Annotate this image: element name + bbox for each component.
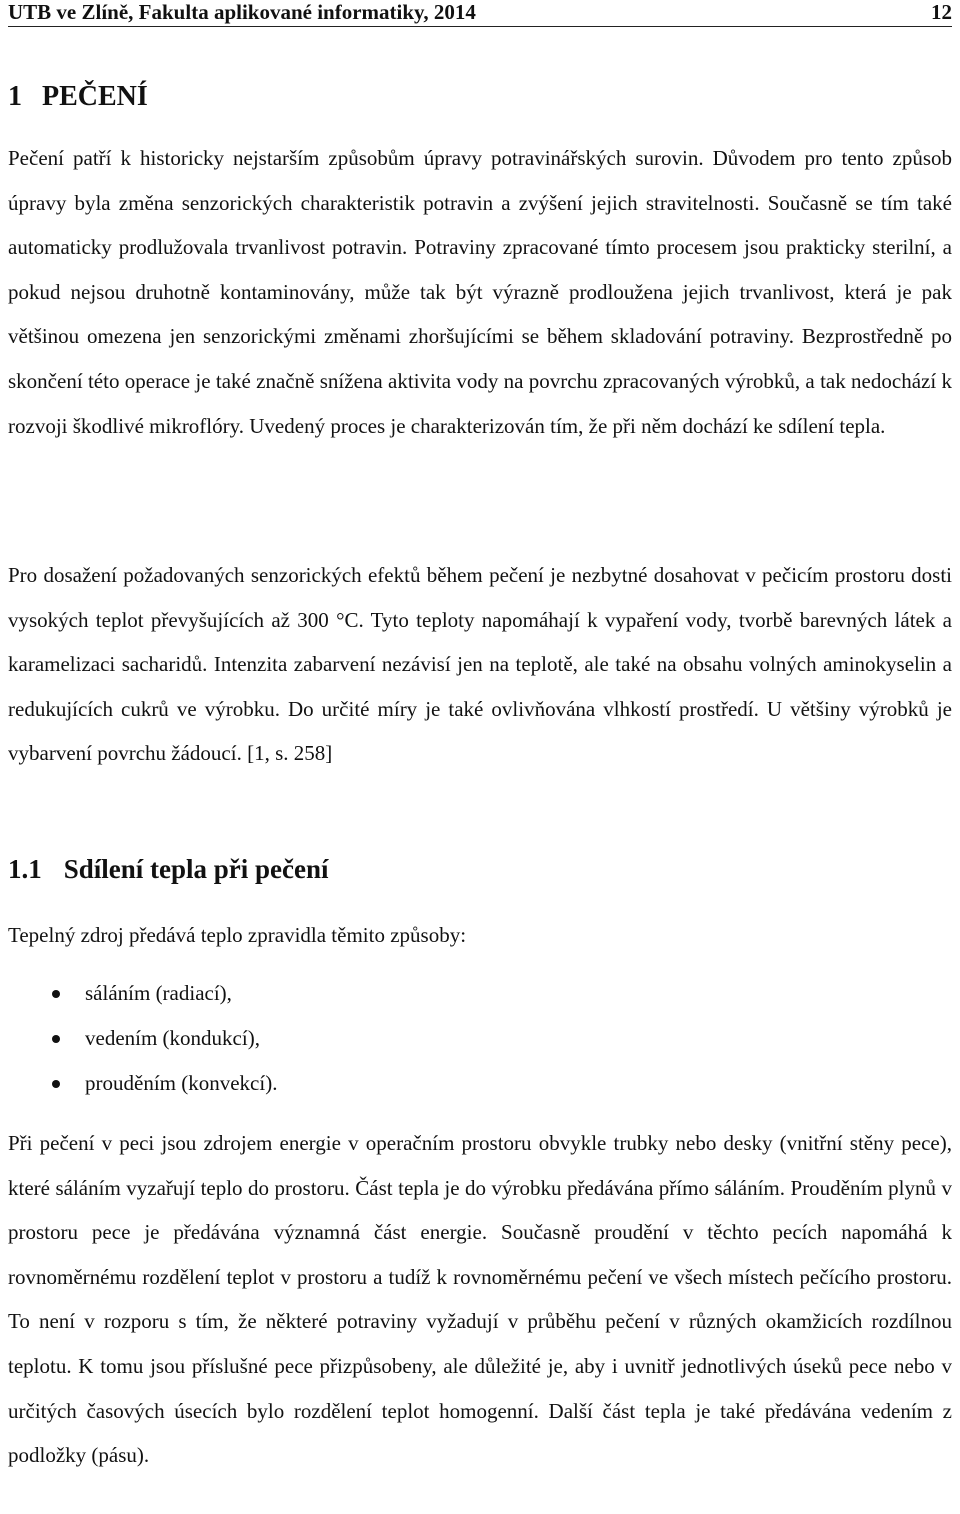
- paragraph-heat-source: Tepelný zdroj předává teplo zpravidla těmito způsoby:: [8, 923, 467, 947]
- list-item-text: prouděním (konvekcí).: [85, 1071, 278, 1095]
- header-title: UTB ve Zlíně, Fakulta aplikované informatiky, 2014: [8, 0, 476, 24]
- chapter-title: PEČENÍ: [42, 81, 148, 112]
- heat-transfer-list: [8, 971, 277, 1106]
- paragraph-oven: Při pečení v peci jsou zdrojem energie v operačním prostoru obvykle trubky nebo desky (vnitřní stěny pece), které sáláním vyzařují teplo do prostoru. Část tepla je do výrobku předávána přímo sáláním. Prouděním plynů v prostoru pece je předávána významná část energie. Současně proudění v těchto pecích napomáhá k rovnoměrnému rozdělení teplot v prostoru a tudíž k rovnoměrnému pečení ve všech místech pečícího prostoru. To není v rozporu s tím, že některé potraviny vyžadují v průběhu pečení v různých okamžicích rozdílnou teplotu. K tomu jsou příslušné pece přizpůsobeny, ale důležité je, aby i uvnitř jednotlivých úseků pece nebo v určitých časových úsecích bylo rozdělení teplot homogenní. Další část tepla je také předávána vedením z podložky (pásu).: [8, 1131, 952, 1468]
- list-item-text: vedením (kondukcí),: [85, 1026, 260, 1050]
- bullet-icon: [52, 1080, 60, 1088]
- chapter-number: 1: [8, 81, 22, 112]
- chapter-heading: [8, 80, 148, 114]
- list-item: [8, 1061, 277, 1106]
- section-heading: [8, 852, 329, 886]
- bullet-icon: [52, 1035, 60, 1043]
- list-item: [8, 971, 277, 1016]
- list-item-text: sáláním (radiací),: [85, 981, 232, 1005]
- page-number: 12: [931, 0, 952, 24]
- section-number: 1.1: [8, 854, 42, 884]
- paragraph-temperatures: Pro dosažení požadovaných senzorických efektů během pečení je nezbytné dosahovat v pečicím prostoru dosti vysokých teplot převyšujících až 300 °C. Tyto teploty napomáhají k vypaření vody, tvorbě barevných látek a karamelizaci sacharidů. Intenzita zabarvení nezávisí jen na teplotě, ale také na obsahu volných aminokyselin a redukujících cukrů ve výrobku. Do určité míry je také ovlivňována vlhkostí prostředí. U většiny výrobků je vybarvení povrchu žádoucí. [1, s. 258]: [8, 563, 952, 766]
- list-item: [8, 1016, 277, 1061]
- bullet-icon: [52, 990, 60, 998]
- running-header: [8, 0, 952, 27]
- paragraph-intro: Pečení patří k historicky nejstarším způsobům úpravy potravinářských surovin. Důvodem pro tento způsob úpravy byla změna senzorických charakteristik potravin a zvýšení jejich stravitelnosti. Současně se tím také automaticky prodlužovala trvanlivost potravin. Potraviny zpracované tímto procesem jsou prakticky sterilní, a pokud nejsou druhotně kontaminovány, může tak být výrazně prodloužena jejich trvanlivost, která je pak většinou omezena jen senzorickými změnami zhoršujícími se během skladování potraviny. Bezprostředně po skončení této operace je také značně snížena aktivita vody na povrchu zpracovaných výrobků, a tak nedochází k rozvoji škodlivé mikroflóry. Uvedený proces je charakterizován tím, že při něm dochází ke sdílení tepla.: [8, 146, 952, 438]
- section-title: Sdílení tepla při pečení: [63, 854, 329, 884]
